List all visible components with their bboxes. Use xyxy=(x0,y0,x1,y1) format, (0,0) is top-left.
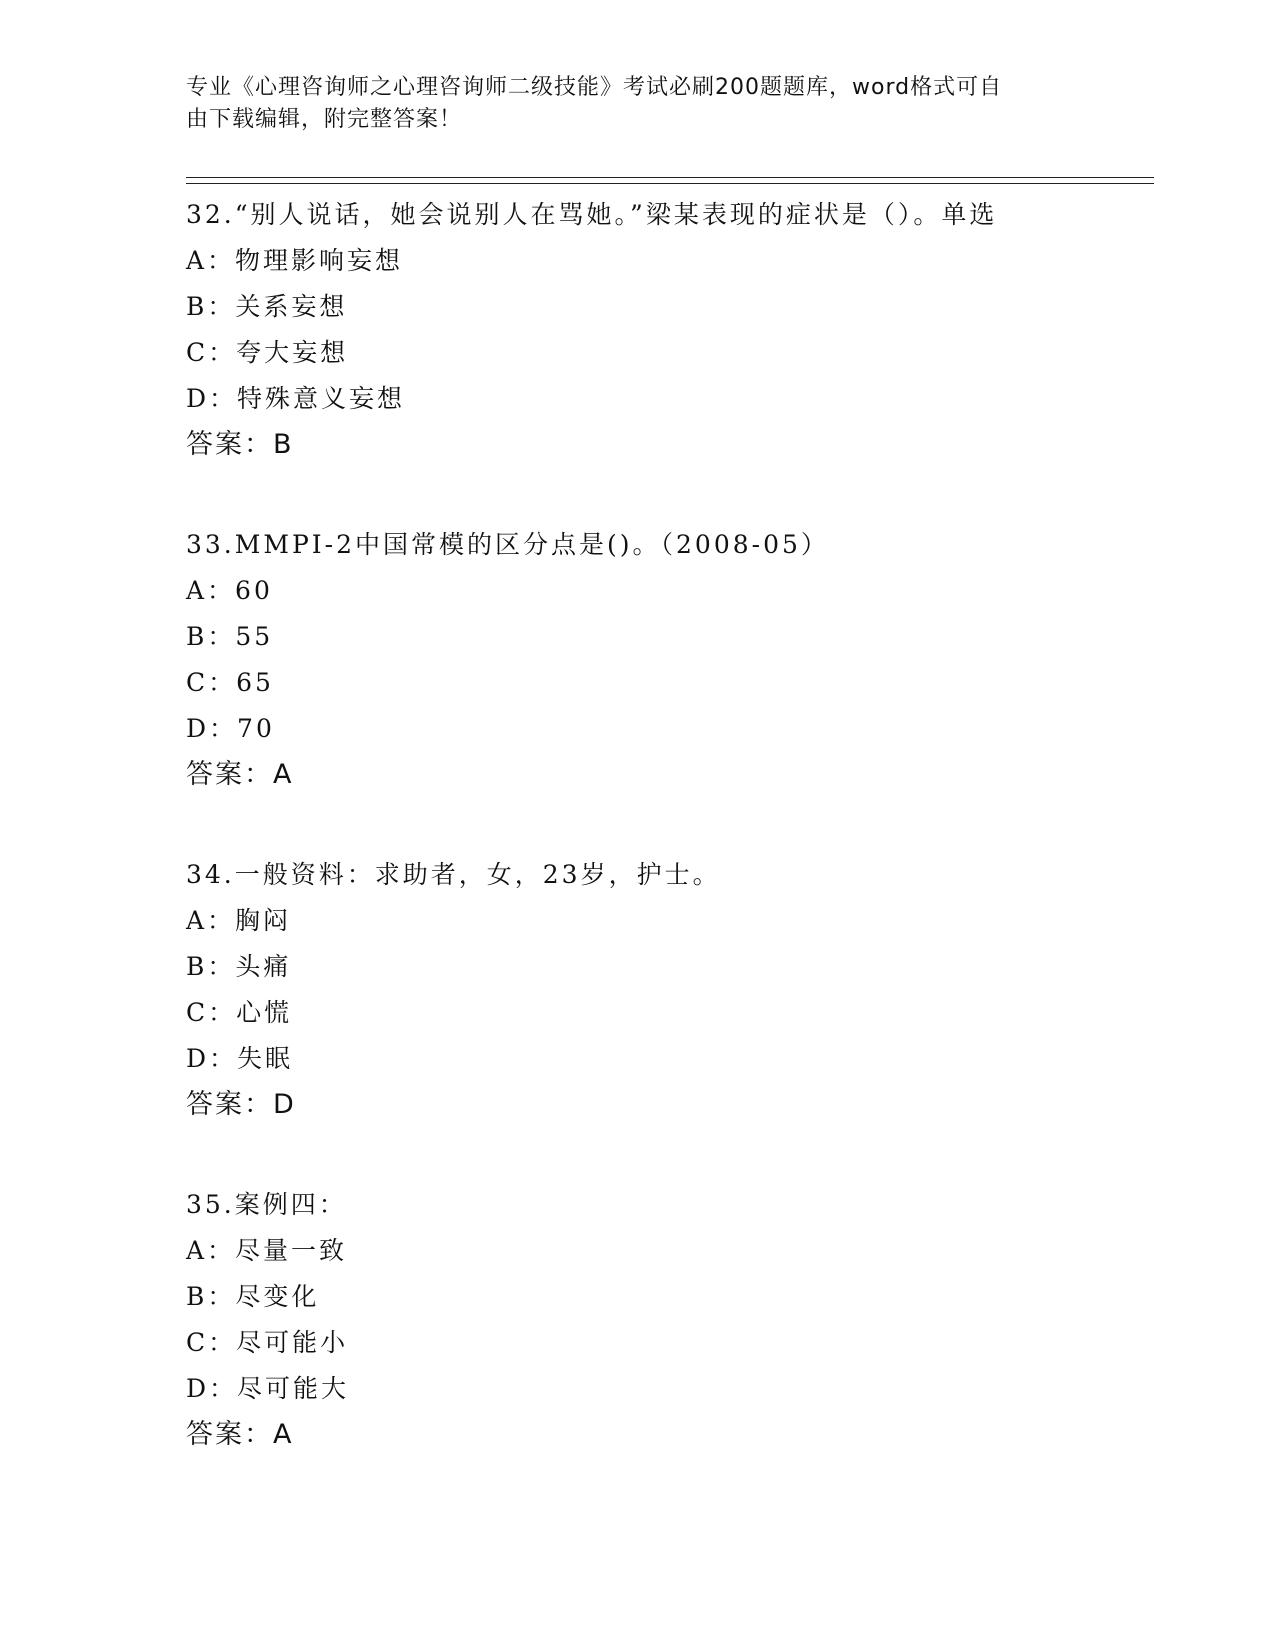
question-title: 32.“别人说话，她会说别人在骂她。”梁某表现的症状是（）。单选 xyxy=(186,200,998,229)
option-a: A：胸闷 xyxy=(186,906,292,935)
header-line-1: 专业《心理咨询师之心理咨询师二级技能》考试必刷200题题库，word格式可自 xyxy=(186,75,1003,100)
question-35 xyxy=(186,1182,1146,1458)
question-32 xyxy=(186,192,1146,468)
answer-line: 答案：A xyxy=(186,759,294,790)
question-33 xyxy=(186,522,1146,798)
question-34 xyxy=(186,852,1146,1128)
option-b: B：尽变化 xyxy=(186,1282,320,1311)
option-b: B：头痛 xyxy=(186,952,292,981)
answer-line: 答案：B xyxy=(186,429,294,460)
option-d: D：失眠 xyxy=(186,1044,294,1073)
option-c: C：夸大妄想 xyxy=(186,338,349,367)
option-d: D：70 xyxy=(186,714,275,743)
question-list xyxy=(186,192,1146,1512)
header-divider-bottom xyxy=(186,183,1154,184)
header-line-2: 由下载编辑，附完整答案！ xyxy=(186,107,463,132)
question-title: 35.案例四： xyxy=(186,1190,347,1219)
option-c: C：65 xyxy=(186,668,274,697)
document-header xyxy=(186,72,1066,136)
option-a: A：尽量一致 xyxy=(186,1236,348,1265)
answer-line: 答案：A xyxy=(186,1419,294,1450)
option-a: A：物理影响妄想 xyxy=(186,246,404,275)
option-b: B：关系妄想 xyxy=(186,292,348,321)
option-c: C：尽可能小 xyxy=(186,1328,349,1357)
option-d: D：尽可能大 xyxy=(186,1374,350,1403)
question-title: 34.一般资料：求助者，女，23岁，护士。 xyxy=(186,860,721,889)
answer-line: 答案：D xyxy=(186,1089,296,1120)
option-c: C：心慌 xyxy=(186,998,293,1027)
question-title: 33.MMPI-2中国常模的区分点是()。（2008-05） xyxy=(186,530,829,559)
option-d: D：特殊意义妄想 xyxy=(186,384,406,413)
header-divider-top xyxy=(186,177,1154,178)
option-b: B：55 xyxy=(186,622,274,651)
option-a: A：60 xyxy=(186,576,273,605)
